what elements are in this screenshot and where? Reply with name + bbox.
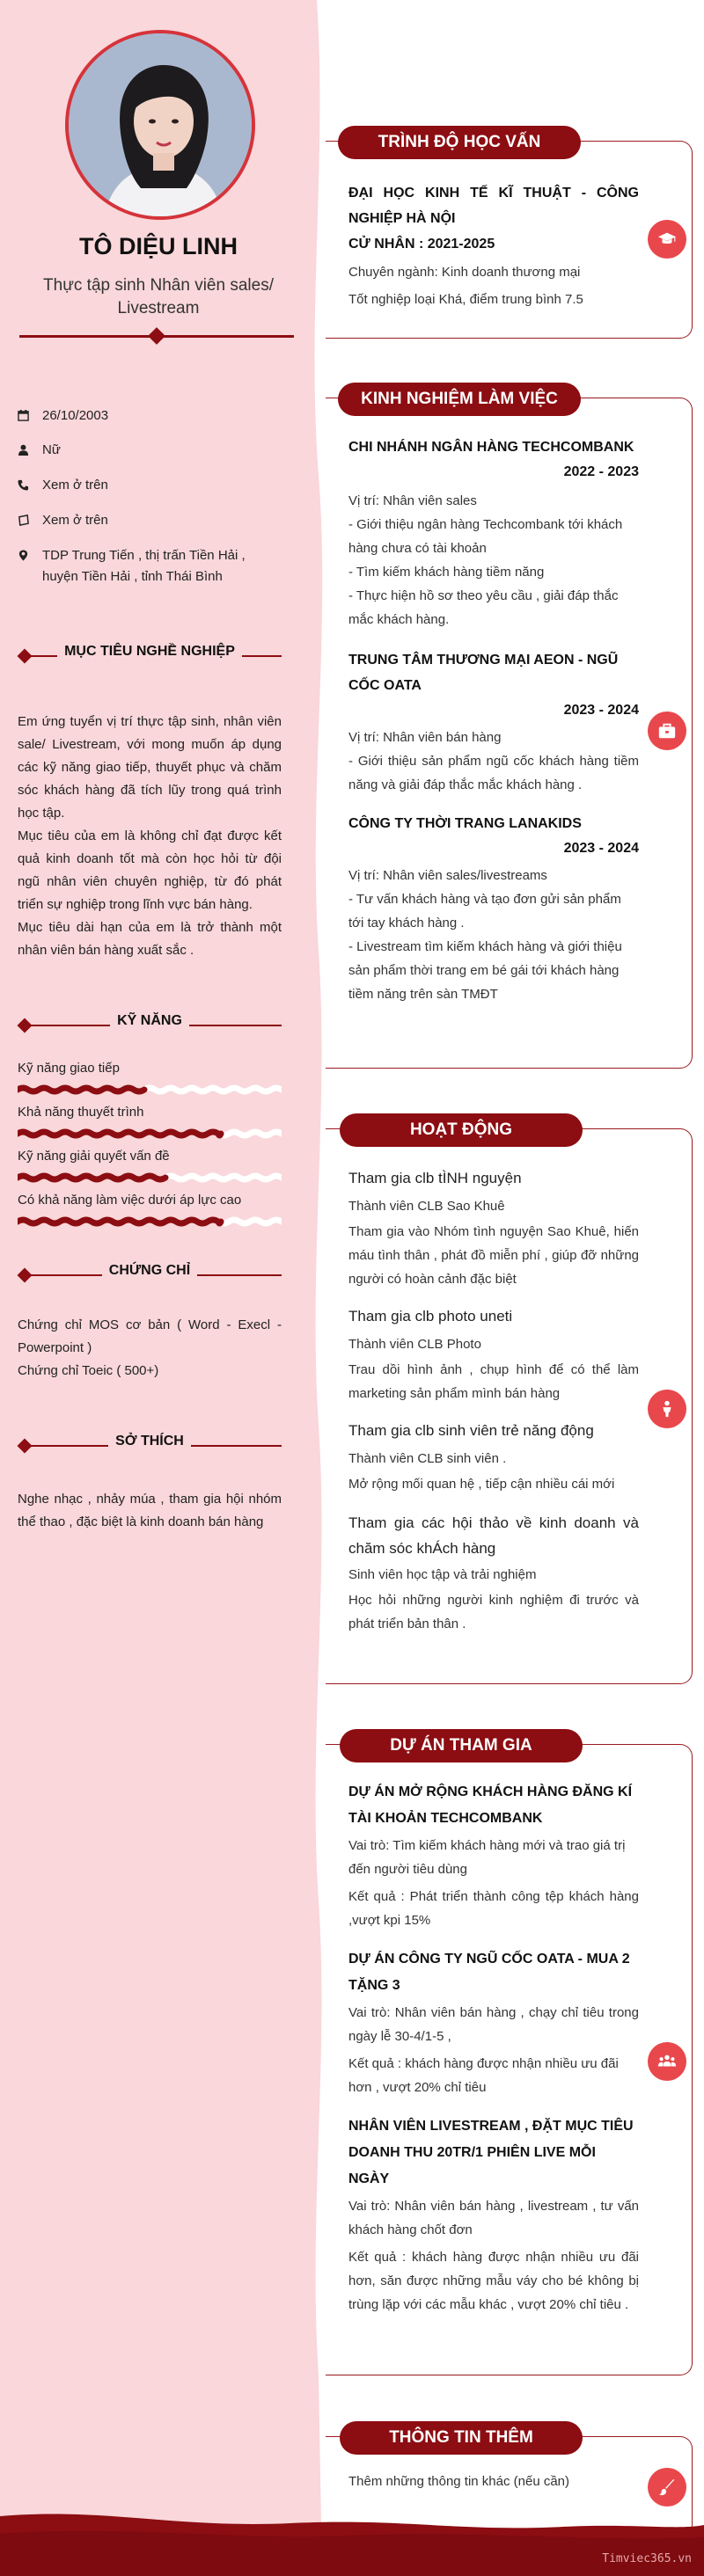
school-name: ĐẠI HỌC KINH TẾ KĨ THUẬT - CÔNG NGHIỆP HÀ NỘI — [348, 186, 639, 226]
brush-icon — [648, 2468, 686, 2507]
activity-role: Sinh viên học tập và trải nghiệm — [348, 1567, 537, 1582]
certificates-title-label: CHỨNG CHỈ — [102, 1263, 197, 1278]
project-item — [348, 1779, 639, 1932]
candidate-name: TÔ DIỆU LINH — [79, 233, 238, 259]
contact-dob — [18, 405, 282, 427]
activity-description: Học hỏi những người kinh nghiệm đi trước và phát triển bản thân . — [348, 1593, 639, 1631]
activity-item — [348, 1165, 639, 1291]
job-position: Vị trí: Nhân viên sales/livestreams — [348, 868, 547, 883]
certificates-text: Chứng chỉ MOS cơ bản ( Word - Execl - Powerpoint ) Chứng chỉ Toeic ( 500+) — [18, 1317, 282, 1378]
activity-item — [348, 1510, 639, 1636]
objective-title — [18, 644, 282, 665]
project-name: DỰ ÁN MỞ RỘNG KHÁCH HÀNG ĐĂNG KÍ TÀI KHOẢN TECHCOMBANK — [348, 1784, 633, 1826]
extra-text: Thêm những thông tin khác (nếu cần) — [348, 2474, 570, 2489]
avatar — [65, 30, 255, 220]
team-icon — [648, 2042, 686, 2081]
project-item — [348, 2113, 639, 2317]
activity-role: Thành viên CLB Photo — [348, 1337, 481, 1352]
skill-name: Có khả năng làm việc dưới áp lực cao — [18, 1193, 242, 1208]
skill-item — [18, 1192, 282, 1227]
project-result: Kết quả : khách hàng được nhận nhiều ưu đãi hơn , vượt 20% chỉ tiêu — [348, 2056, 619, 2095]
skill-bar — [18, 1084, 282, 1095]
extra-title: THÔNG TIN THÊM — [340, 2421, 583, 2455]
education-title: TRÌNH ĐỘ HỌC VẤN — [338, 126, 581, 159]
contact-address — [18, 545, 282, 587]
project-result: Kết quả : Phát triển thành công tệp khách hàng ,vượt kpi 15% — [348, 1889, 639, 1928]
skills-title — [18, 1013, 282, 1034]
activity-role: Thành viên CLB sinh viên . — [348, 1451, 507, 1466]
skill-level-fill — [18, 1132, 221, 1135]
project-name: NHÂN VIÊN LIVESTREAM , ĐẶT MỤC TIÊU DOANH THU 20TR/1 PHIÊN LIVE MỖI NGÀY — [348, 2119, 634, 2186]
certificates-title — [18, 1263, 282, 1284]
project-role: Vai trò: Nhân viên bán hàng , chạy chỉ tiêu trong ngày lễ 30-4/1-5 , — [348, 2005, 639, 2044]
job-item — [348, 647, 639, 797]
skill-name: Kỹ năng giao tiếp — [18, 1061, 120, 1076]
project-result: Kết quả : khách hàng được nhận nhiều ưu đãi hơn, săn được những mẫu váy cho bé không bị trùng lặp với các mẫu khác , vượt 20% chỉ tiêu . — [348, 2250, 639, 2312]
skill-item — [18, 1148, 282, 1183]
job-description: - Tư vấn khách hàng và tạo đơn gửi sản phẩm tới tay khách hàng . - Livestream tìm kiếm khách hàng và giới thiệu sản phẩm thời trang em bé gái tới khách hàng tiềm năng trên sàn TMĐT — [348, 892, 622, 1002]
hobbies-text: Nghe nhạc , nhảy múa , tham gia hội nhóm thể thao , đặc biệt là kinh doanh bán hàng — [18, 1492, 282, 1529]
job-company: CÔNG TY THỜI TRANG LANAKIDS — [348, 816, 582, 831]
gender-text: Nữ — [42, 442, 61, 457]
job-description: - Giới thiệu sản phẩm ngũ cốc khách hàng tiềm năng và giải đáp thắc mắc khách hàng . — [348, 754, 639, 792]
skills-title-label: KỸ NĂNG — [110, 1013, 189, 1028]
contact-phone — [18, 475, 282, 496]
activity-item — [348, 1303, 639, 1405]
job-position: Vị trí: Nhân viên sales — [348, 493, 477, 508]
major: Chuyên ngành: Kinh doanh thương mại — [348, 265, 581, 280]
activity-name: Tham gia clb photo uneti — [348, 1308, 513, 1324]
extra-content — [348, 2470, 639, 2493]
job-company: TRUNG TÂM THƯƠNG MẠI AEON - NGŨ CỐC OATA — [348, 653, 619, 693]
skill-name: Khả năng thuyết trình — [18, 1105, 144, 1120]
objective-text: Em ứng tuyển vị trí thực tập sinh, nhân viên sale/ Livestream, với mong muốn áp dụng các kỹ năng giao tiếp, thuyết phục và chăm sóc khách hàng đã tích lũy trong quá trình học tập. Mục tiêu của em là không chỉ đạt được kết quả kinh doanh tốt mà còn học hỏi từ đội ngũ nhân viên chuyên nghiệp, từ đó phát triển sự nghiệp trong lĩnh vực bán hàng. Mục tiêu dài hạn của em là trở thành một nhân viên bán hàng xuất sắc . — [18, 714, 282, 958]
activities-content — [348, 1165, 639, 1636]
projects-content — [348, 1779, 639, 2317]
location-icon — [18, 545, 42, 587]
candidate-role: Thực tập sinh Nhân viên sales/ Livestream — [43, 276, 274, 317]
hobbies-title-label: SỞ THÍCH — [108, 1434, 191, 1449]
briefcase-icon — [648, 712, 686, 750]
job-position: Vị trí: Nhân viên bán hàng — [348, 730, 502, 745]
project-name: DỰ ÁN CÔNG TY NGŨ CỐC OATA - MUA 2 TẶNG 3 — [348, 1952, 630, 1993]
project-item — [348, 1946, 639, 2099]
projects-title: DỰ ÁN THAM GIA — [340, 1729, 583, 1762]
contact-email — [18, 510, 282, 531]
dob-text: 26/10/2003 — [42, 408, 109, 423]
education-content — [348, 180, 639, 311]
activities-title: HOẠT ĐỘNG — [340, 1113, 583, 1147]
project-role: Vai trò: Nhân viên bán hàng , livestream , tư vấn khách hàng chốt đơn — [348, 2199, 639, 2237]
activity-description: Tham gia vào Nhóm tình nguyện Sao Khuê, hiến máu tình thân , phát đồ miễn phí , giúp đỡ những người có hoàn cảnh đặc biệt — [348, 1224, 639, 1287]
activity-description: Mở rộng mối quan hệ , tiếp cận nhiều cái mới — [348, 1477, 615, 1492]
activity-name: Tham gia các hội thảo về kinh doanh và chăm sóc khÁch hàng — [348, 1514, 639, 1557]
job-description: - Giới thiệu ngân hàng Techcombank tới khách hàng chưa có tài khoản - Tìm kiếm khách hàng tiềm năng - Thực hiện hồ sơ theo yêu cầu , giải đáp thắc mắc khách hàng. — [348, 517, 623, 627]
email-text: Xem ở trên — [42, 513, 108, 528]
skill-bar — [18, 1172, 282, 1183]
job-period: 2023 - 2024 — [563, 703, 639, 718]
contact-gender — [18, 440, 282, 461]
phone-text: Xem ở trên — [42, 478, 108, 493]
skill-name: Kỹ năng giải quyết vấn đề — [18, 1149, 170, 1164]
objective-title-label: MỤC TIÊU NGHỀ NGHIỆP — [57, 644, 242, 659]
footer-band — [0, 2511, 704, 2576]
skill-item — [18, 1060, 282, 1095]
job-period: 2022 - 2023 — [563, 464, 639, 479]
job-company: CHI NHÁNH NGÂN HÀNG TECHCOMBANK — [348, 440, 634, 455]
hobbies-title — [18, 1434, 282, 1455]
experience-title: KINH NGHIỆM LÀM VIỆC — [338, 383, 581, 416]
graduation-cap-icon — [648, 220, 686, 259]
activity-name: Tham gia clb tÌNH nguyện — [348, 1170, 522, 1186]
address-text: TDP Trung Tiến , thị trấn Tiền Hải , huyện Tiền Hải , tỉnh Thái Bình — [42, 548, 246, 584]
grade: Tốt nghiệp loại Khá, điểm trung bình 7.5 — [348, 292, 583, 307]
sidebar-background — [0, 0, 338, 2576]
skill-level-fill — [18, 1176, 165, 1179]
job-item — [348, 434, 639, 631]
person-icon — [648, 1390, 686, 1428]
job-item — [348, 811, 639, 1006]
skill-level-fill — [18, 1220, 221, 1223]
project-role: Vai trò: Tìm kiếm khách hàng mới và trao giá trị đến người tiêu dùng — [348, 1838, 626, 1877]
activity-name: Tham gia clb sinh viên trẻ năng động — [348, 1422, 594, 1439]
skill-bar — [18, 1216, 282, 1227]
email-icon — [18, 510, 42, 531]
activity-description: Trau dồi hình ảnh , chụp hình để có thể làm marketing sản phẩm mình bán hàng — [348, 1362, 639, 1401]
job-period: 2023 - 2024 — [563, 841, 639, 856]
skill-item — [18, 1104, 282, 1139]
skill-level-fill — [18, 1088, 144, 1091]
activity-role: Thành viên CLB Sao Khuê — [348, 1199, 505, 1214]
gender-icon — [18, 440, 42, 461]
degree: CỬ NHÂN : 2021-2025 — [348, 237, 495, 252]
skill-bar — [18, 1128, 282, 1139]
footer-watermark: Timviec365.vn — [602, 2552, 692, 2565]
activity-item — [348, 1418, 639, 1496]
experience-content — [348, 434, 639, 1006]
calendar-icon — [18, 405, 42, 427]
phone-icon — [18, 475, 42, 496]
